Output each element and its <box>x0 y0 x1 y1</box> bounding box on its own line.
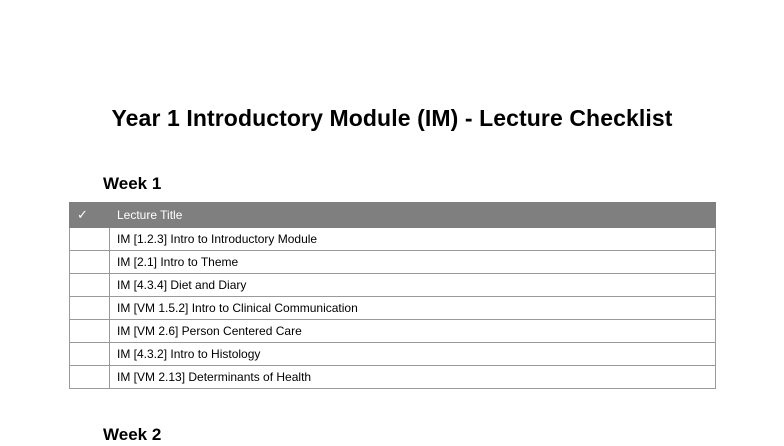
checkbox-cell[interactable] <box>70 343 110 366</box>
week-2-heading: Week 2 <box>103 425 162 444</box>
table-row <box>70 228 716 251</box>
table-row <box>70 297 716 320</box>
checkbox-cell[interactable] <box>70 320 110 343</box>
table-row <box>70 251 716 274</box>
table-header-row <box>70 203 716 228</box>
document-title: Year 1 Introductory Module (IM) - Lecture Checklist <box>111 105 673 131</box>
checkbox-cell[interactable] <box>70 228 110 251</box>
table-row <box>70 343 716 366</box>
lecture-title-column-header: Lecture Title <box>110 203 716 228</box>
lecture-title-cell: IM [VM 2.6] Person Centered Care <box>110 320 716 343</box>
table-row <box>70 366 716 389</box>
check-column-header: ✓ <box>70 203 110 228</box>
lecture-title-cell: IM [VM 1.5.2] Intro to Clinical Communication <box>110 297 716 320</box>
lecture-title-cell: IM [4.3.2] Intro to Histology <box>110 343 716 366</box>
lecture-title-cell: IM [VM 2.13] Determinants of Health <box>110 366 716 389</box>
checkbox-cell[interactable] <box>70 251 110 274</box>
week-1-lecture-table <box>69 202 716 389</box>
lecture-title-cell: IM [4.3.4] Diet and Diary <box>110 274 716 297</box>
week-1-heading: Week 1 <box>103 174 162 193</box>
checkbox-cell[interactable] <box>70 274 110 297</box>
table-row <box>70 274 716 297</box>
checkbox-cell[interactable] <box>70 297 110 320</box>
checkbox-cell[interactable] <box>70 366 110 389</box>
lecture-title-cell: IM [1.2.3] Intro to Introductory Module <box>110 228 716 251</box>
table-row <box>70 320 716 343</box>
lecture-title-cell: IM [2.1] Intro to Theme <box>110 251 716 274</box>
